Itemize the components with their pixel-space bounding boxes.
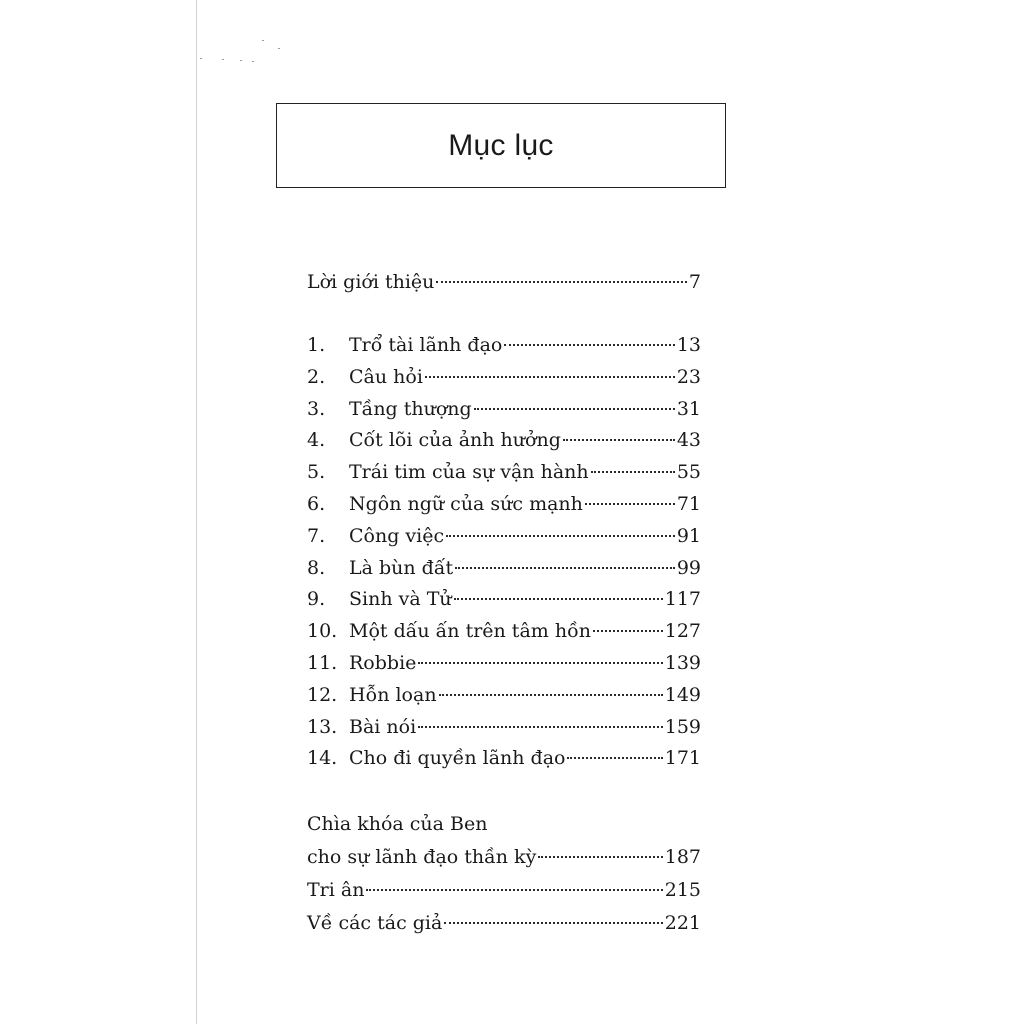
- toc-page-number: 159: [664, 715, 701, 738]
- toc-entry-label: Sinh và Tử: [349, 588, 452, 611]
- dot-leader: [439, 694, 663, 696]
- dot-leader: [563, 439, 675, 441]
- toc-chapter-row: [307, 424, 701, 456]
- toc-entry-label: Tri ân: [307, 879, 365, 901]
- toc-chapter-row: [307, 583, 701, 615]
- chapter-number: 3.: [307, 397, 326, 420]
- chapter-number: 14.: [307, 747, 338, 770]
- toc-entry-label: Công việc: [349, 524, 445, 547]
- dot-leader: [418, 662, 662, 664]
- toc-entry-label: Một dấu ấn trên tâm hồn: [349, 620, 591, 643]
- chapter-number: 11.: [307, 652, 338, 674]
- toc-page-number: 71: [676, 493, 701, 515]
- toc-page-number: 187: [664, 846, 701, 868]
- toc-entry-label: Cốt lõi của ảnh hưởng: [349, 429, 561, 452]
- chapter-number: 2.: [307, 365, 326, 388]
- dot-leader: [504, 344, 674, 346]
- toc-page-number: 215: [664, 879, 701, 901]
- chapter-number: 5.: [307, 461, 326, 484]
- chapter-number: 12.: [307, 683, 338, 706]
- toc-page-number: 13: [676, 334, 701, 356]
- toc-entry-label: cho sự lãnh đạo thần kỳ: [307, 846, 537, 868]
- toc-chapter-row: [307, 456, 701, 488]
- toc-entry-label: Trổ tài lãnh đạo: [349, 334, 503, 356]
- dot-leader: [446, 535, 675, 537]
- toc-keys-row: [307, 841, 701, 873]
- title-box: [276, 103, 726, 188]
- toc-page-number: 31: [676, 397, 701, 420]
- dot-leader: [591, 471, 675, 473]
- dot-leader: [425, 376, 675, 378]
- toc-chapter-row: [307, 711, 701, 743]
- toc-entry-label: Lời giới thiệu: [307, 271, 435, 293]
- chapter-number: 1.: [307, 334, 326, 356]
- toc-entry-label: Cho đi quyền lãnh đạo: [349, 747, 566, 770]
- toc-page-number: 117: [664, 588, 701, 611]
- toc-chapter-row: [307, 329, 701, 361]
- toc-entry-label: Trái tim của sự vận hành: [349, 461, 589, 484]
- chapter-number: 6.: [307, 493, 326, 515]
- dot-leader: [474, 408, 675, 410]
- page-edge: [196, 0, 197, 1024]
- dot-leader: [567, 757, 662, 759]
- toc-authors-row: [307, 907, 701, 939]
- toc-page-number: 149: [664, 683, 701, 706]
- dot-leader: [366, 889, 662, 891]
- toc-page-number: 221: [664, 912, 701, 934]
- toc-entry-label: Là bùn đất: [349, 556, 454, 579]
- toc-chapter-row: [307, 679, 701, 711]
- toc-chapter-row: [307, 393, 701, 425]
- toc-chapter-row: [307, 742, 701, 774]
- dot-leader: [585, 503, 675, 505]
- toc-page-number: 55: [676, 461, 701, 484]
- dot-leader: [454, 598, 663, 600]
- toc-page-number: 23: [676, 365, 701, 388]
- chapter-number: 9.: [307, 588, 326, 611]
- toc-chapter-row: [307, 520, 701, 552]
- dot-leader: [436, 281, 687, 283]
- scan-specks: [200, 40, 280, 70]
- toc-page-number: 99: [676, 556, 701, 579]
- toc-entry-label: Bài nói: [349, 715, 417, 738]
- toc-page-number: 43: [676, 429, 701, 452]
- toc-entry-label: Hỗn loạn: [349, 683, 437, 706]
- toc-page-number: 139: [664, 652, 701, 674]
- toc-entry-label: Tầng thượng: [349, 397, 472, 420]
- toc-chapter-row: [307, 488, 701, 520]
- chapter-number: 8.: [307, 556, 326, 579]
- toc-entry-label: Robbie: [349, 652, 417, 674]
- toc-page-number: 127: [664, 620, 701, 643]
- dot-leader: [538, 856, 662, 858]
- chapter-number: 13.: [307, 715, 338, 738]
- toc-page-number: 91: [676, 524, 701, 547]
- toc-chapter-row: [307, 552, 701, 584]
- toc-entry-label: Câu hỏi: [349, 365, 423, 388]
- chapter-number: 4.: [307, 429, 326, 452]
- dot-leader: [418, 726, 663, 728]
- dot-leader: [455, 567, 675, 569]
- toc-page-number: 171: [664, 747, 701, 770]
- dot-leader: [444, 922, 662, 924]
- toc-entry-label: Về các tác giả: [307, 912, 443, 934]
- chapter-number: 7.: [307, 524, 326, 547]
- toc-entry-label: Ngôn ngữ của sức mạnh: [349, 493, 583, 515]
- keys-title-line1: Chìa khóa của Ben: [307, 813, 488, 835]
- toc-chapter-row: [307, 647, 701, 679]
- toc-chapter-row: [307, 361, 701, 393]
- toc-page-number: 7: [688, 271, 701, 293]
- page-title: Mục lục: [448, 128, 554, 162]
- toc-thanks-row: [307, 874, 701, 906]
- toc-intro-row: [307, 266, 701, 298]
- toc-chapter-row: [307, 615, 701, 647]
- dot-leader: [593, 630, 663, 632]
- chapter-number: 10.: [307, 620, 338, 643]
